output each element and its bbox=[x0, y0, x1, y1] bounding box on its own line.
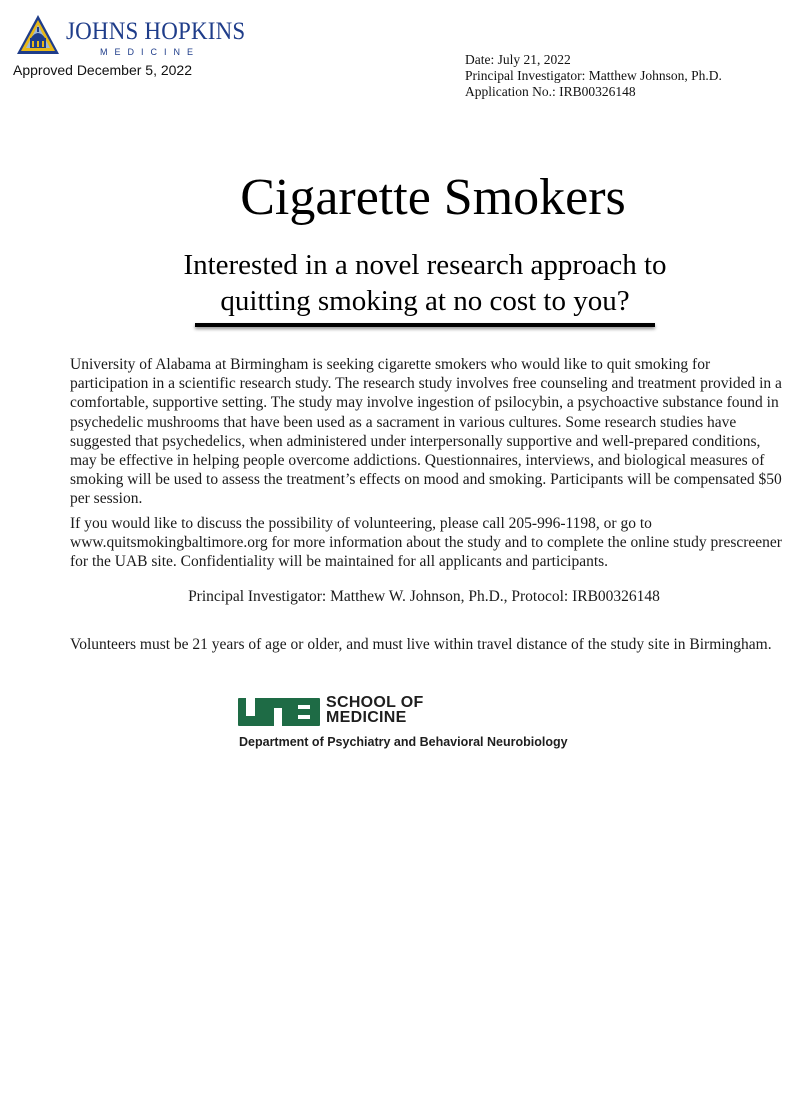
page-subtitle bbox=[0, 247, 800, 319]
page-title: Cigarette Smokers bbox=[240, 169, 626, 226]
meta-pi: Principal Investigator: Matthew Johnson, Ph.D. bbox=[465, 68, 722, 83]
school-line-1: SCHOOL OF bbox=[326, 694, 424, 711]
johns-hopkins-seal-icon bbox=[16, 14, 60, 58]
uab-department: Department of Psychiatry and Behavioral Neurobiology bbox=[239, 735, 568, 749]
body-paragraph-1: University of Alabama at Birmingham is seeking cigarette smokers who would like to quit smoking for participation in a scientific research study. The research study involves free counseling and treatment provided in a comfortable, supportive setting. The study may involve ingestion of psilocybin, a psychoactive substance found in psychedelic mushrooms that have been used as a sacrament in various cultures. Some research studies have suggested that psychedelics, when administered under interpersonally supportive and well-prepared conditions, may be effective in helping people overcome addictions. Questionnaires, interviews, and biological measures of smoking will be used to assess the treatment’s effects on mood and smoking. Participants will be compensated $50 per session. bbox=[70, 356, 782, 508]
document-meta bbox=[465, 52, 722, 100]
pi-protocol-line: Principal Investigator: Matthew W. Johnson, Ph.D., Protocol: IRB00326148 bbox=[188, 588, 660, 605]
body-paragraph-2: If you would like to discuss the possibility of volunteering, please call 205-996-1198, or go to www.quitsmokingbaltimore.org for more information about the study and to complete the online study prescreener for the UAB site. Confidentiality will be maintained for all applicants and participants. bbox=[70, 514, 782, 571]
uab-logo bbox=[238, 695, 598, 755]
meta-application: Application No.: IRB00326148 bbox=[465, 84, 636, 99]
subtitle-line-2: quitting smoking at no cost to you? bbox=[220, 285, 630, 317]
subtitle-line-1: Interested in a novel research approach to bbox=[183, 249, 667, 281]
johns-hopkins-logo bbox=[16, 14, 246, 60]
logo-sub: MEDICINE bbox=[100, 47, 201, 57]
meta-date: Date: July 21, 2022 bbox=[465, 52, 571, 67]
body-text bbox=[70, 355, 782, 576]
title-underline bbox=[195, 323, 655, 327]
logo-name: JOHNS HOPKINS bbox=[66, 18, 246, 45]
approval-note: Approved December 5, 2022 bbox=[13, 62, 192, 78]
uab-mark-icon bbox=[238, 698, 320, 726]
school-line-2: MEDICINE bbox=[326, 709, 407, 726]
uab-school-name bbox=[326, 695, 424, 725]
eligibility-text: Volunteers must be 21 years of age or older, and must live within travel distance of the study site in Birmingham. bbox=[70, 636, 772, 653]
